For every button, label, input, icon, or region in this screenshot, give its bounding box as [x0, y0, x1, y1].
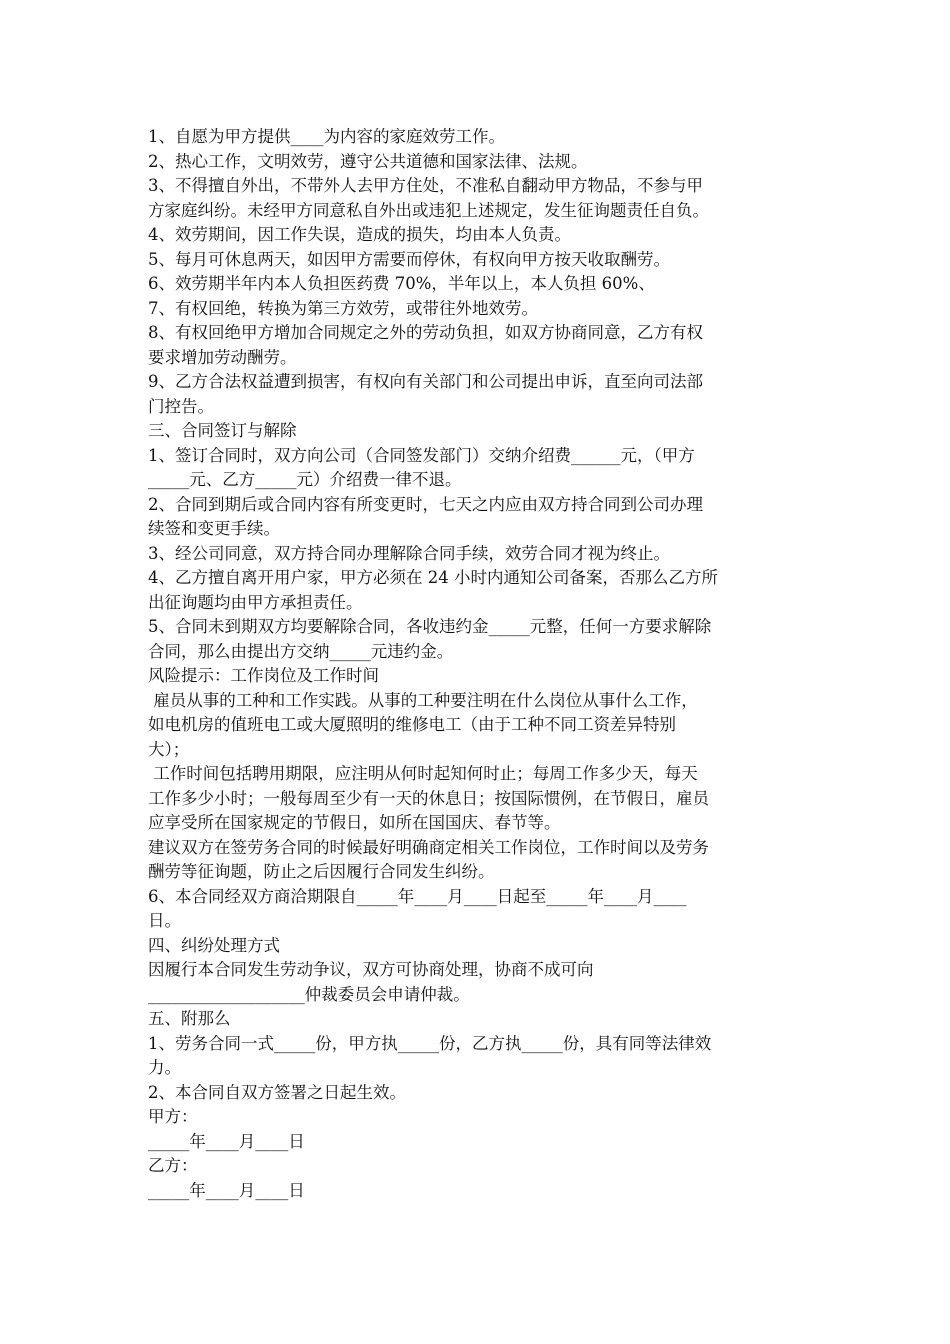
text-line: 9、乙方合法权益遭到损害，有权向有关部门和公司提出申诉，直至向司法部 [148, 372, 703, 391]
text-line: 力。 [148, 1058, 181, 1077]
text-line: 因履行本合同发生劳动争议，双方可协商处理，协商不成可向 [148, 960, 594, 979]
text-line: 五、附那么 [148, 1009, 231, 1028]
text-line: 1、劳务合同一式_____份，甲方执_____份，乙方执_____份，具有同等法律效 [148, 1033, 712, 1053]
text-line: 四、纠纷处理方式 [148, 935, 280, 955]
text-line: 3、不得擅自外出，不带外人去甲方住处，不准私自翻动甲方物品，不参与甲 [148, 176, 703, 195]
text-line: 2、热心工作，文明效劳，遵守公共道德和国家法律、法规。 [148, 151, 588, 171]
text-line: 7、有权回绝，转换为第三方效劳，或带往外地效劳。 [148, 298, 538, 318]
text-line: 建议双方在签劳务合同的时候最好明确商定相关工作岗位，工作时间以及劳务 [148, 837, 709, 857]
text-line: 3、经公司同意，双方持合同办理解除合同手续，效劳合同才视为终止。 [148, 543, 670, 563]
text-line: 1、签订合同时，双方向公司（合同签发部门）交纳介绍费______元，（甲方 [148, 445, 695, 465]
text-line: 6、本合同经双方商洽期限自_____年____月____日起至_____年____月____ [148, 886, 687, 906]
text-line: 2、本合同自双方签署之日起生效。 [148, 1082, 406, 1102]
text-line: 风险提示：工作岗位及工作时间 [148, 666, 379, 685]
text-line: 酬劳等征询题，防止之后因履行合同发生纠纷。 [148, 862, 495, 881]
text-line: 续签和变更手续。 [148, 519, 280, 538]
text-line: _____年____月____日 [148, 1131, 305, 1151]
text-line: 工作时间包括聘用期限，应注明从何时起知何时止；每周工作多少天，每天 [148, 764, 698, 783]
text-line: 甲方： [148, 1107, 198, 1126]
contract-document [148, 125, 808, 1203]
text-line: 4、效劳期间，因工作失误，造成的损失，均由本人负责。 [148, 225, 571, 244]
text-line: 乙方： [148, 1156, 198, 1175]
text-line: 合同，那么由提出方交纳_____元违约金。 [148, 641, 454, 661]
text-line: 8、有权回绝甲方增加合同规定之外的劳动负担，如双方协商同意，乙方有权 [148, 323, 703, 342]
text-line: 要求增加劳动酬劳。 [148, 347, 297, 367]
text-line: 应享受所在国家规定的节假日，如所在国国庆、春节等。 [148, 813, 561, 832]
text-line: 日。 [148, 911, 181, 930]
text-line: 工作多少小时；一般每周至少有一天的休息日；按国际惯例，在节假日，雇员 [148, 788, 709, 808]
text-line: 1、自愿为甲方提供____为内容的家庭效劳工作。 [148, 127, 505, 146]
text-line: _____年____月____日 [148, 1180, 305, 1200]
text-line: ___________________仲裁委员会申请仲裁。 [148, 984, 470, 1004]
text-line: 如电机房的值班电工或大厦照明的维修电工（由于工种不同工资差异特别 [148, 715, 676, 734]
text-line: 5、每月可休息两天，如因甲方需要而停休，有权向甲方按天收取酬劳。 [148, 249, 670, 269]
text-line: 三、合同签订与解除 [148, 421, 297, 440]
text-line: 6、效劳期半年内本人负担医药费 70%，半年以上，本人负担 60%、 [148, 274, 655, 293]
text-line: 雇员从事的工种和工作实践。从事的工种要注明在什么岗位从事什么工作， [148, 690, 698, 710]
text-line: 出征询题均由甲方承担责任。 [148, 592, 363, 612]
text-line: 4、乙方擅自离开用户家，甲方必须在 24 小时内通知公司备案，否那么乙方所 [148, 568, 718, 587]
text-line: 大）； [148, 739, 190, 759]
text-line: _____元、乙方_____元）介绍费一律不退。 [148, 470, 462, 489]
text-line: 门控告。 [148, 396, 214, 416]
text-line: 5、合同未到期双方均要解除合同，各收违约金_____元整，任何一方要求解除 [148, 617, 712, 636]
text-line: 2、合同到期后或合同内容有所变更时，七天之内应由双方持合同到公司办理 [148, 494, 703, 514]
text-line: 方家庭纠纷。未经甲方同意私自外出或违犯上述规定，发生征询题责任自负。 [148, 200, 709, 220]
